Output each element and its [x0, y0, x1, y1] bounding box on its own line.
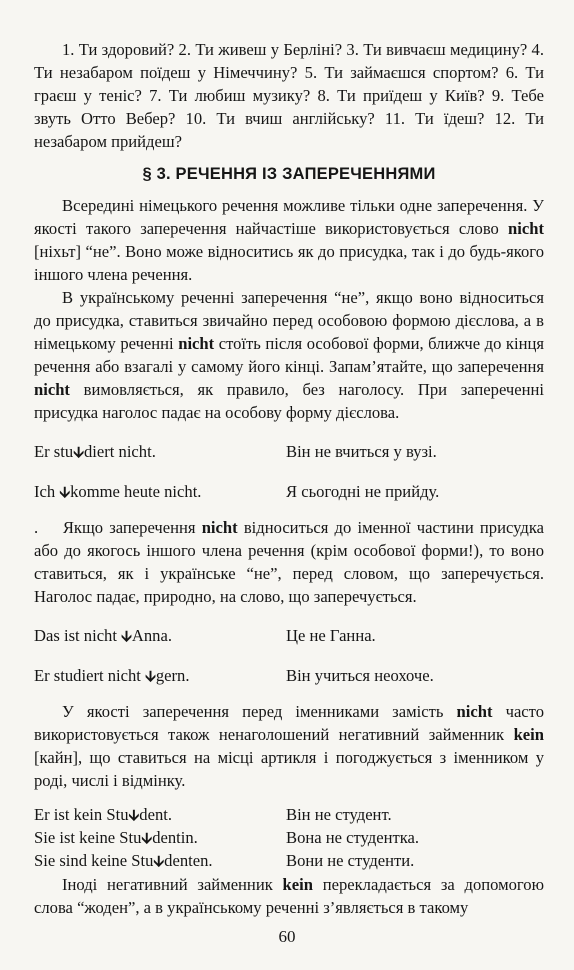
example-ukrainian: Він учиться неохоче.: [286, 666, 434, 685]
example-german: Sie ist keine Stu🡫dentin.: [34, 828, 198, 847]
example-row: [34, 804, 544, 827]
paragraph-5: Іноді негативний займенник kein перекладається за допомогою слова “жоден”, а в українському реченні з’являється в такому: [34, 875, 544, 917]
paragraph-4: У якості заперечення перед іменниками замість nicht часто використовується також ненаголошений негативний займенник kein [кайн], що ставиться на місці артикля і погоджується з іменником у роді, числі і відмінку.: [34, 702, 544, 790]
example-row: [34, 625, 544, 648]
page-number: 60: [278, 927, 296, 946]
paragraph-1: Всередині німецького речення можливе тільки одне заперечення. У якості такого заперечення найчастіше використовується слово nicht [ніхьт] “не”. Воно може відноситись як до присудка, так і до будь-якого іншого члена речення.: [34, 196, 544, 284]
example-german: Er studiert nicht 🡫gern.: [34, 666, 190, 685]
exercise-list: 1. Ти здоровий? 2. Ти живеш у Берліні? 3. Ти вивчаєш медицину? 4. Ти незабаром поїдеш у Німеччину? 5. Ти займаєшся спортом? 6. Ти граєш у теніс? 7. Ти любиш музику? 8. Ти приїдеш у Київ? 9. Тебе звуть Отто Вебер? 10. Ти вчиш англійську? 11. Ти їдеш? 12. Ти незабаром прийдеш?: [34, 40, 544, 151]
example-ukrainian: Це не Ганна.: [286, 626, 376, 645]
stress-arrow-icon: 🡫: [121, 629, 132, 645]
example-row: [34, 441, 544, 464]
paragraph-3: . Якщо заперечення nicht відноситься до іменної частини присудка або до якогось іншого члена речення (крім особової форми!), то воно ставиться, як і українське “не”, перед словом, що заперечується. Наголос падає, природно, на слово, що заперечується.: [34, 518, 544, 606]
stress-arrow-icon: 🡫: [145, 669, 156, 685]
example-ukrainian: Він не вчиться у вузі.: [286, 442, 437, 461]
keyword-nicht: nicht: [201, 518, 238, 537]
example-ukrainian: Вони не студенти.: [286, 851, 415, 870]
keyword-kein: kein: [282, 875, 313, 894]
example-row: [34, 665, 544, 688]
keyword-nicht: nicht: [508, 219, 544, 238]
example-german: Das ist nicht 🡫Anna.: [34, 626, 172, 645]
stress-arrow-icon: 🡫: [153, 854, 165, 870]
section-heading: § 3. РЕЧЕННЯ ІЗ ЗАПЕРЕЧЕННЯМИ: [142, 165, 436, 183]
example-ukrainian: Вона не студентка.: [286, 828, 420, 847]
page-body: [34, 38, 544, 919]
example-german: Er ist kein Stu🡫dent.: [34, 805, 172, 824]
stress-arrow-icon: 🡫: [73, 445, 84, 461]
stress-arrow-icon: 🡫: [141, 831, 153, 847]
stress-arrow-icon: 🡫: [59, 485, 71, 501]
keyword-nicht: nicht: [178, 334, 215, 353]
example-german: Sie sind keine Stu🡫denten.: [34, 851, 213, 870]
example-row: [34, 827, 544, 850]
keyword-nicht: nicht: [34, 380, 70, 399]
keyword-kein: kein: [513, 725, 544, 744]
example-row: [34, 481, 544, 504]
example-ukrainian: Я сьогодні не прийду.: [286, 482, 440, 501]
example-ukrainian: Він не студент.: [286, 805, 392, 824]
stress-arrow-icon: 🡫: [128, 808, 140, 824]
paragraph-2: В українському реченні заперечення “не”, якщо воно відноситься до присудка, ставиться звичайно перед особовою формою дієслова, а в німецькому реченні nicht стоїть після особової форми, ближче до кінця речення або взагалі у самому його кінці. Запам’ятайте, що заперечення nicht вимовляється, як правило, без наголосу. При запереченні присудка наголос падає на особову форму дієслова.: [34, 288, 544, 422]
example-german: Er stu🡫diert nicht.: [34, 442, 156, 461]
keyword-nicht: nicht: [456, 702, 493, 721]
example-german: Ich 🡫komme heute nicht.: [34, 482, 202, 501]
example-row: [34, 850, 544, 873]
